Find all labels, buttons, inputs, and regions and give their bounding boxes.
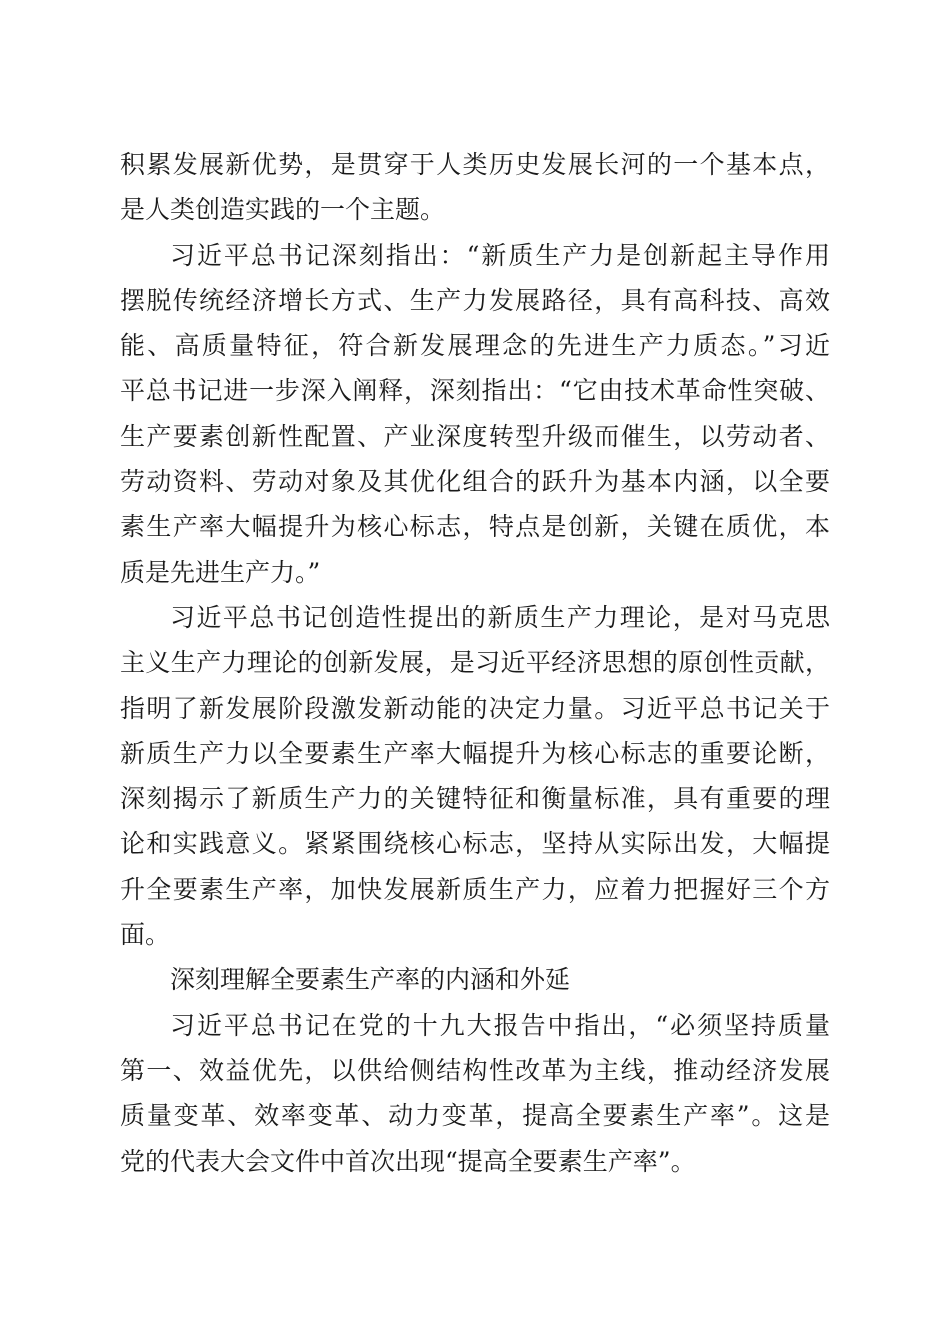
text-line: 党的代表大会文件中首次出现“提高全要素生产率”。	[120, 1146, 696, 1176]
section-heading	[120, 957, 830, 1002]
document-body	[120, 142, 830, 1184]
text-line: 摆脱传统经济增长方式、生产力发展路径，具有高科技、高效	[120, 285, 830, 315]
text-line: 素生产率大幅提升为核心标志，特点是创新，关键在质优，本	[120, 512, 830, 542]
paragraph-3	[120, 595, 830, 957]
text-line: 生产要素创新性配置、产业深度转型升级而催生，以劳动者、	[120, 421, 830, 451]
text-line: 习近平总书记创造性提出的新质生产力理论，是对马克思	[170, 602, 830, 632]
text-line: 习近平总书记在党的十九大报告中指出，“必须坚持质量	[170, 1010, 830, 1040]
text-line: 论和实践意义。紧紧围绕核心标志，坚持从实际出发，大幅提	[120, 829, 830, 859]
text-line: 主义生产力理论的创新发展，是习近平经济思想的原创性贡献，	[120, 648, 830, 678]
text-line: 新质生产力以全要素生产率大幅提升为核心标志的重要论断，	[120, 738, 830, 768]
heading-text: 深刻理解全要素生产率的内涵和外延	[170, 965, 571, 995]
paragraph-4	[120, 1003, 830, 1184]
text-line: 积累发展新优势，是贯穿于人类历史发展长河的一个基本点，	[120, 150, 830, 179]
text-line: 质是先进生产力。”	[120, 557, 321, 587]
text-line: 指明了新发展阶段激发新动能的决定力量。习近平总书记关于	[120, 693, 830, 723]
text-line: 能、高质量特征，符合新发展理念的先进生产力质态。”习近	[120, 331, 830, 361]
paragraph-1	[120, 142, 830, 233]
text-line: 升全要素生产率，加快发展新质生产力，应着力把握好三个方	[120, 874, 830, 904]
text-line: 习近平总书记深刻指出：“新质生产力是创新起主导作用	[170, 240, 830, 270]
text-line: 质量变革、效率变革、动力变革，提高全要素生产率”。这是	[120, 1101, 830, 1131]
text-line: 第一、效益优先，以供给侧结构性改革为主线，推动经济发展	[120, 1055, 830, 1085]
text-line: 是人类创造实践的一个主题。	[120, 195, 446, 225]
text-line: 平总书记进一步深入阐释，深刻指出：“它由技术革命性突破、	[120, 376, 830, 406]
text-line: 劳动资料、劳动对象及其优化组合的跃升为基本内涵，以全要	[120, 467, 830, 497]
paragraph-2	[120, 233, 830, 595]
text-line: 深刻揭示了新质生产力的关键特征和衡量标准，具有重要的理	[120, 784, 830, 814]
text-line: 面。	[120, 920, 171, 950]
